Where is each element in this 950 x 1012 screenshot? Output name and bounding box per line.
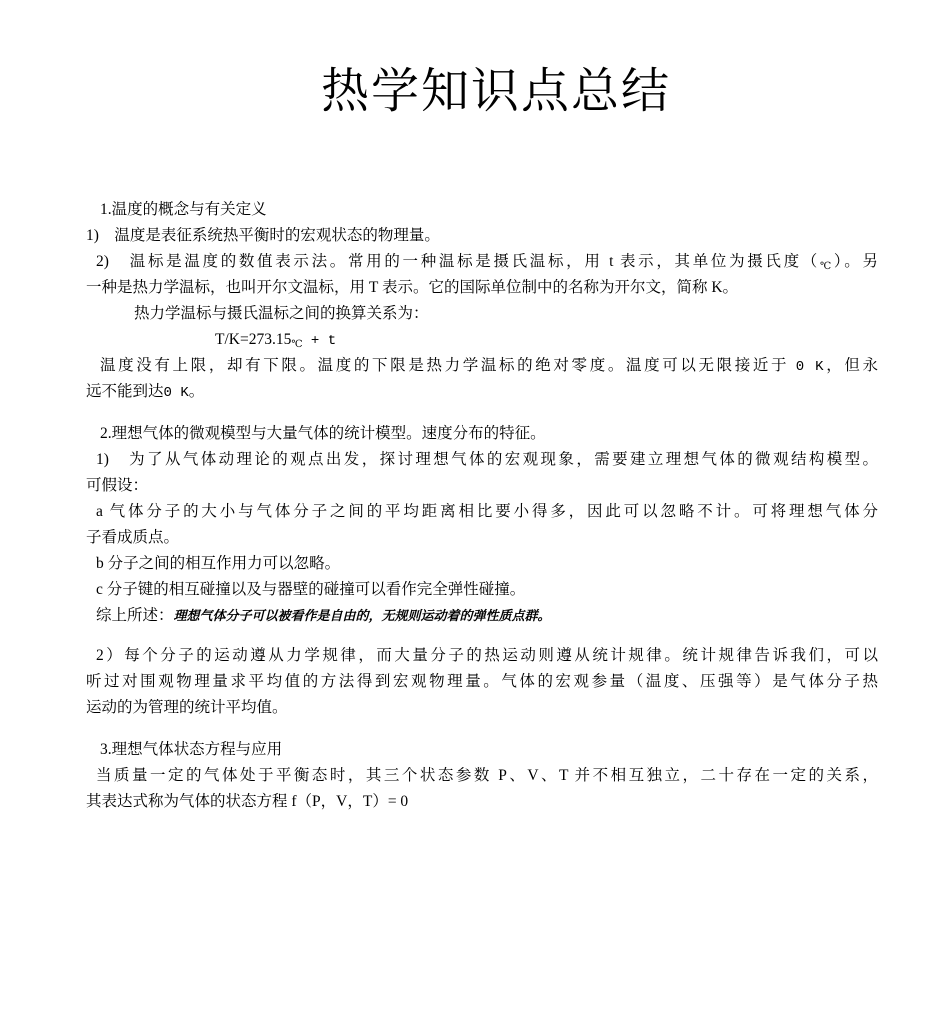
- section-2-point-1-line-1: 1) 为了从气体动理论的观点出发，探讨理想气体的宏观现象，需要建立理想气体的微观结构模型。: [96, 451, 878, 468]
- lower-limit-text-c: 远不能到达: [86, 383, 164, 400]
- document-title: 热学知识点总结: [320, 65, 671, 118]
- lower-limit-text-d: 。: [188, 383, 205, 400]
- summary-line: [86, 603, 878, 629]
- summary-label: 综上所述：: [96, 607, 174, 624]
- section-1-lower-limit-line-1: [86, 353, 878, 379]
- section-1-point-2-text-a: 2) 温标是温度的数值表示法。常用的一种温标是摄氏温标，用 t 表示，其单位为摄氏度（: [96, 253, 820, 270]
- document-body: [86, 197, 878, 815]
- section-1-lower-limit-line-2: [86, 379, 878, 405]
- formula-left: T/K=273.15: [215, 331, 292, 348]
- section-1-conversion-intro: 热力学温标与摄氏温标之间的换算关系为：: [134, 305, 429, 322]
- section-3-heading: 3.理想气体状态方程与应用: [100, 741, 283, 758]
- section-1-heading: 1.温度的概念与有关定义: [100, 201, 267, 218]
- spacer: [86, 629, 878, 643]
- celsius-unit: ℃: [819, 261, 834, 272]
- formula-right: + t: [302, 333, 337, 349]
- section-3-point-1-line-1: 当质量一定的气体处于平衡态时，其三个状态参数 P、V、T 并不相互独立，二十存在一定的关系，: [96, 767, 878, 784]
- lower-limit-text-b: ，但永: [823, 357, 878, 374]
- section-1-point-1: 1) 温度是表征系统热平衡时的宏观状态的物理量。: [86, 227, 440, 244]
- assumption-a-line-2: 子看成质点。: [86, 529, 180, 546]
- section-3-point-1-line-2: 其表达式称为气体的状态方程 f（P，V，T）= 0: [86, 793, 409, 810]
- section-2-heading: 2.理想气体的微观模型与大量气体的统计模型。速度分布的特征。: [100, 425, 546, 442]
- lower-limit-text-a: 温度没有上限，却有下限。温度的下限是热力学温标的绝对零度。温度可以无限接近于: [100, 357, 796, 374]
- assumption-c: c 分子键的相互碰撞以及与器壁的碰撞可以看作完全弹性碰撞。: [96, 581, 526, 598]
- summary-emphasis: 理想气体分子可以被看作是自由的，无规则运动着的弹性质点群。: [173, 609, 551, 624]
- section-2-point-2-line-2: 听过对围观物理量求平均值的方法得到宏观物理量。气体的宏观参量（温度、压强等）是气体分子热: [86, 673, 878, 690]
- absolute-zero-1: 0 K: [795, 359, 824, 375]
- assumption-b: b 分子之间的相互作用力可以忽略。: [96, 555, 341, 572]
- absolute-zero-2: 0 K: [163, 385, 189, 401]
- assumption-a-line-1: a 气体分子的大小与气体分子之间的平均距离相比要小得多，因此可以忽略不计。可将理想气体分: [96, 503, 878, 520]
- spacer: [86, 405, 878, 421]
- section-2-point-1-line-2: 可假设：: [86, 477, 149, 494]
- section-2-point-2-line-1: 2）每个分子的运动遵从力学规律，而大量分子的热运动则遵从统计规律。统计规律告诉我们，可以: [96, 647, 878, 664]
- spacer: [86, 721, 878, 737]
- section-1-point-2-text-b: ）。另: [833, 253, 878, 270]
- formula-celsius-unit: ℃: [291, 339, 303, 350]
- conversion-formula: [86, 327, 878, 353]
- section-2-point-2-line-3: 运动的为管理的统计平均值。: [86, 699, 288, 716]
- section-1-point-2-line-1: [86, 249, 878, 275]
- section-1-point-2-line-2: 一种是热力学温标，也叫开尔文温标，用 T 表示。它的国际单位制中的名称为开尔文，简称 K。: [86, 279, 739, 296]
